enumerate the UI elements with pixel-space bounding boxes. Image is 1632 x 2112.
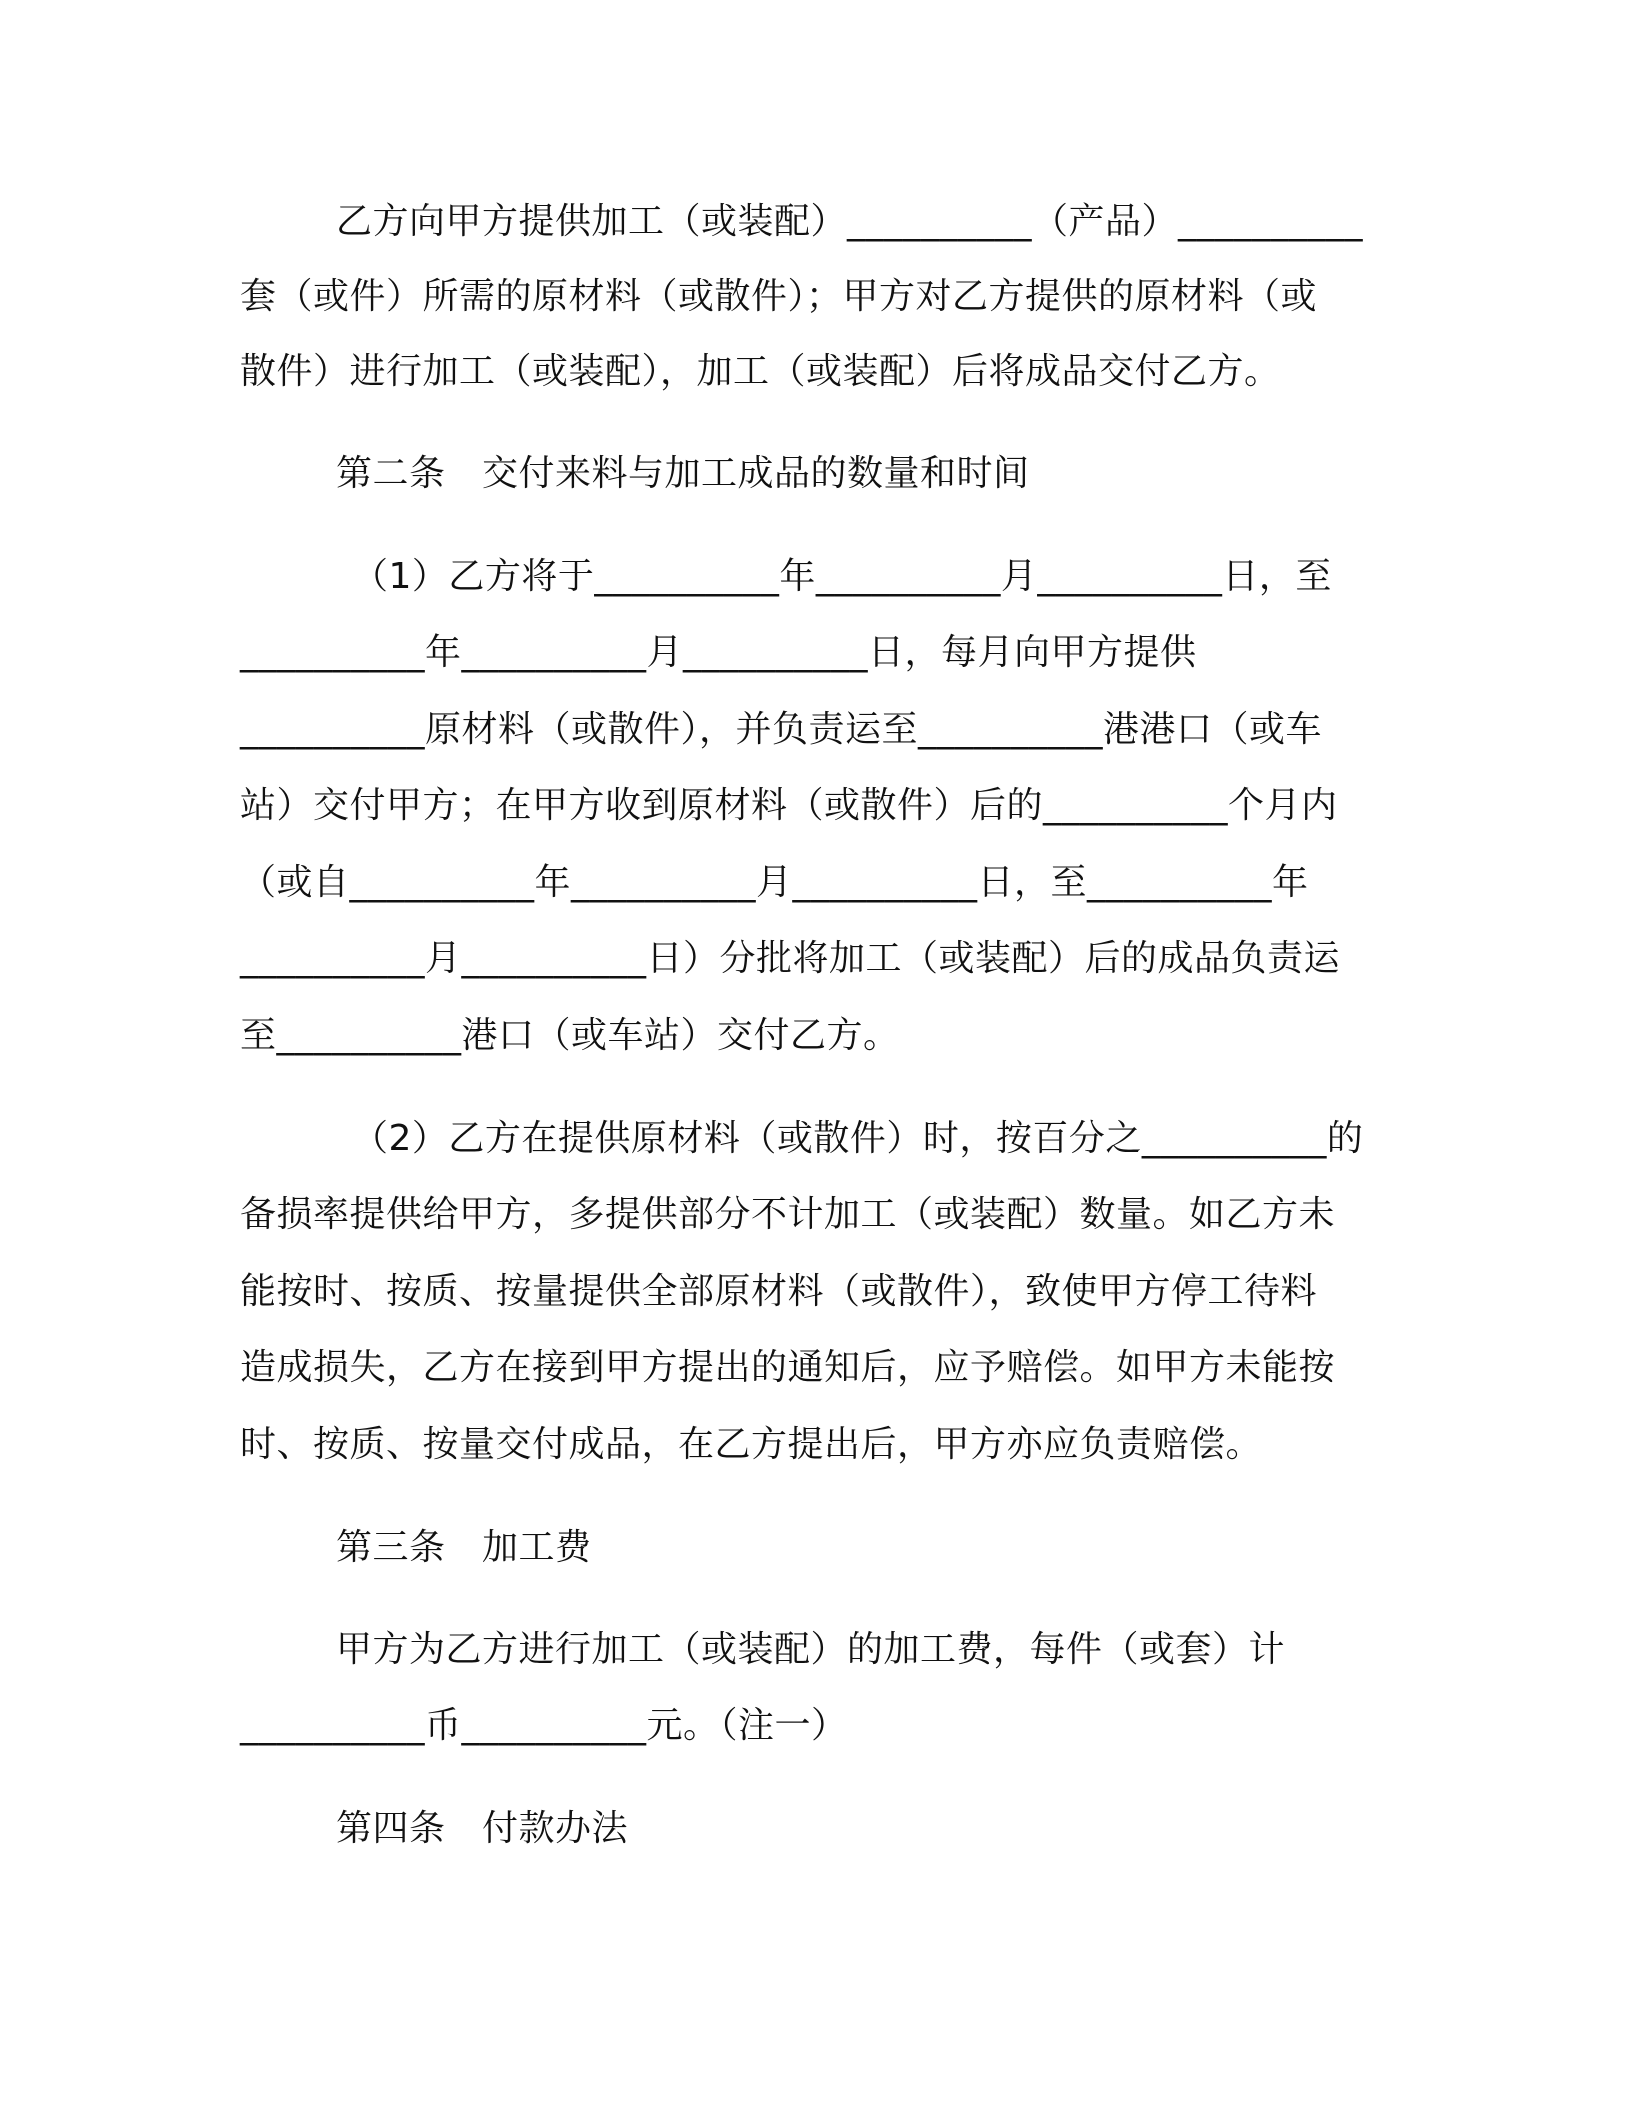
paragraph-line: 造成损失，乙方在接到甲方提出的通知后，应予赔偿。如甲方未能按 [240, 1347, 1336, 1388]
paragraph-line: __________月__________日）分批将加工（或装配）后的成品负责运 [240, 938, 1341, 979]
paragraph-line: 乙方向甲方提供加工（或装配）__________（产品）__________ [336, 201, 1364, 242]
paragraph-line: 至__________港口（或车站）交付乙方。 [240, 1015, 900, 1056]
paragraph-line: （2）乙方在提供原材料（或散件）时，按百分之__________的 [352, 1118, 1364, 1159]
paragraph-line: （或自__________年__________月__________日，至__________年 [240, 862, 1309, 903]
paragraph-line: 套（或件）所需的原材料（或散件）；甲方对乙方提供的原材料（或 [240, 276, 1318, 317]
paragraph-line: 站）交付甲方；在甲方收到原材料（或散件）后的__________个月内 [240, 785, 1338, 826]
article-heading: 第三条 加工费 [336, 1527, 592, 1568]
paragraph-line: __________币__________元。（注一） [240, 1705, 848, 1746]
paragraph-line: __________原材料（或散件），并负责运至__________港港口（或车 [240, 709, 1323, 750]
paragraph-line: 备损率提供给甲方，多提供部分不计加工（或装配）数量。如乙方未 [240, 1194, 1336, 1235]
paragraph-line: 时、按质、按量交付成品，在乙方提出后，甲方亦应负责赔偿。 [240, 1424, 1263, 1465]
paragraph-line: 能按时、按质、按量提供全部原材料（或散件），致使甲方停工待料 [240, 1271, 1318, 1312]
article-heading: 第四条 付款办法 [336, 1808, 629, 1849]
paragraph-line: （1）乙方将于__________年__________月__________日，至 [352, 556, 1332, 597]
article-heading: 第二条 交付来料与加工成品的数量和时间 [336, 453, 1030, 494]
paragraph-line: 甲方为乙方进行加工（或装配）的加工费，每件（或套）计 [336, 1629, 1286, 1670]
paragraph-line: __________年__________月__________日，每月向甲方提供 [240, 632, 1197, 673]
paragraph-line: 散件）进行加工（或装配），加工（或装配）后将成品交付乙方。 [240, 351, 1281, 392]
